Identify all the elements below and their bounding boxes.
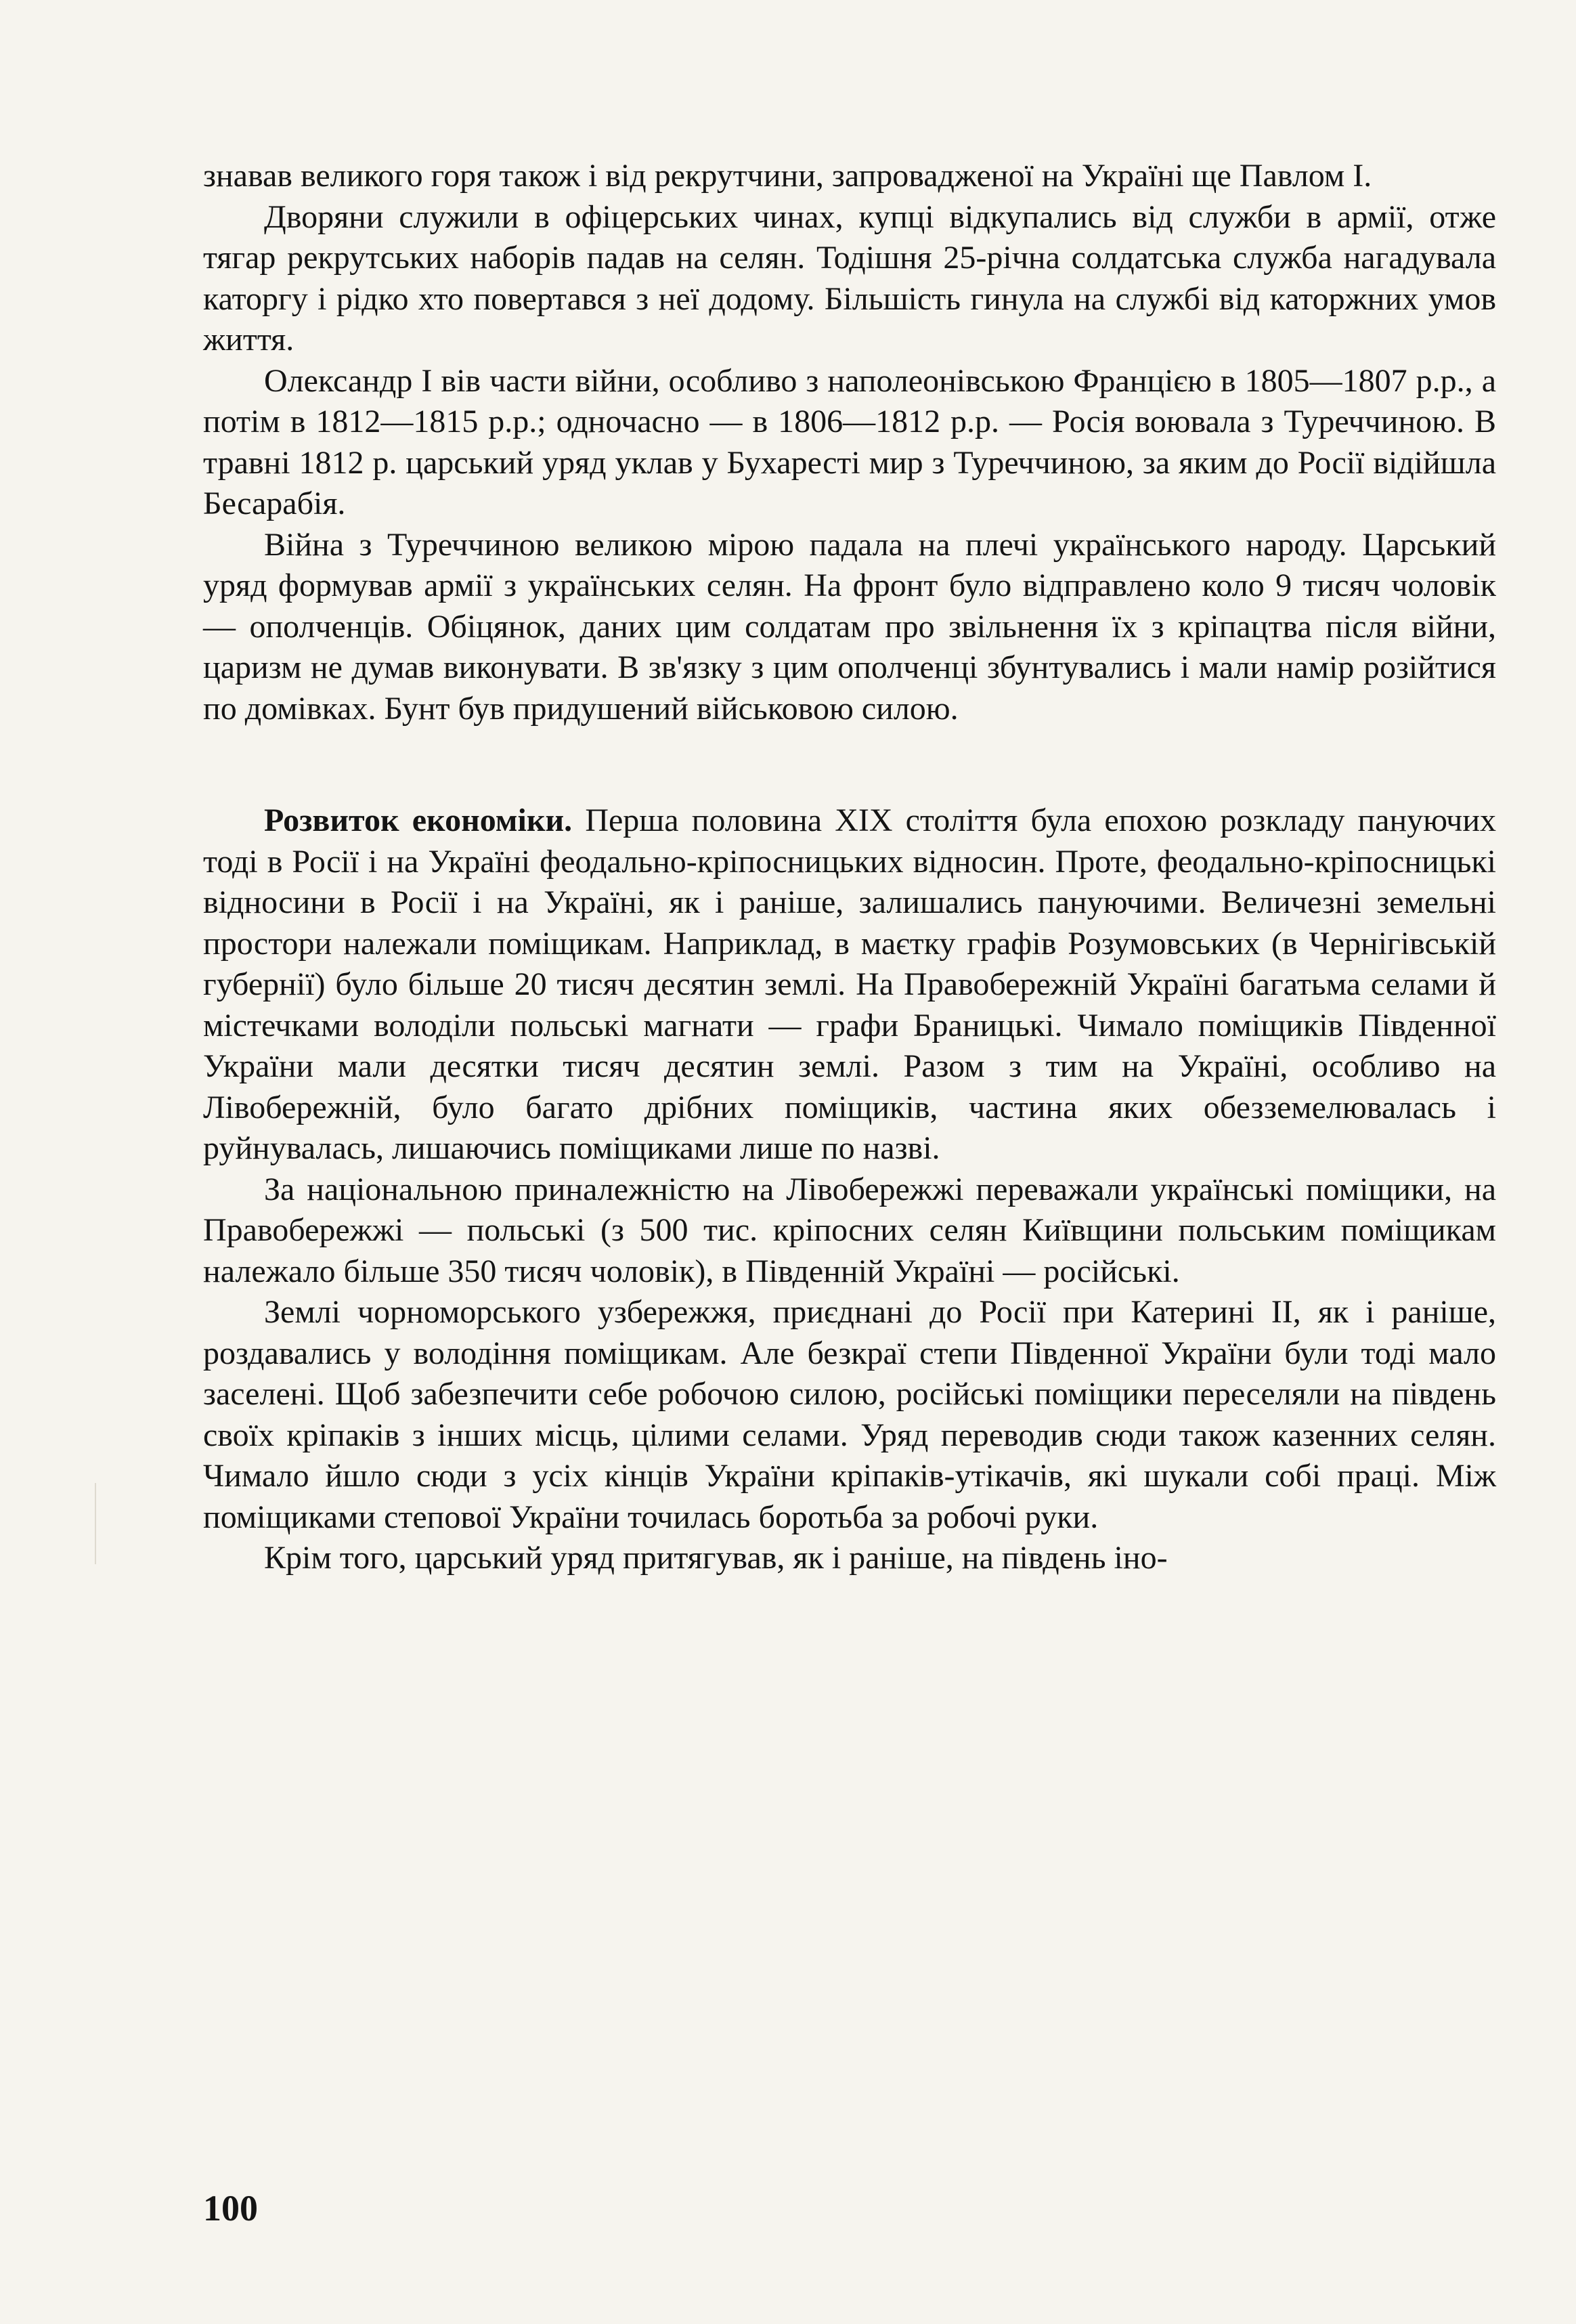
paragraph-nationality: За національною приналежністю на Лівобережжі переважали українські поміщики, на Правобережжі — польські (з 500 тис. кріпосних селян Київщини польським поміщикам належало більше 350 тисяч чоловік), в Південній Україні — російські. — [203, 1171, 1496, 1289]
paragraph-black-sea: Землі чорноморського узбережжя, приєднані до Росії при Катерині II, як і раніше, роздавались у володіння поміщикам. Але безкраї степи Південної України були тоді мало заселені. Щоб забезпечити себе робочою силою, російські поміщики переселяли на південь своїх кріпаків з інших місць, цілими селами. Уряд переводив сюди також казенних селян. Чимало йшло сюди з усіх кінців України кріпаків-утікачів, які шукали собі праці. Між поміщиками степової України точилась боротьба за робочі руки. — [203, 1294, 1496, 1535]
scan-mark — [95, 1483, 96, 1564]
page-number: 100 — [203, 2188, 258, 2229]
section-economy-lead — [203, 800, 1496, 1169]
paragraph-turkish-war: Війна з Туреччиною великою мірою падала на плечі українського народу. Царський уряд формував армії з українських селян. На фронт було відправлено коло 9 тисяч чоловік — ополченців. Обіцянок, даних цим солдатам про звільнення їх з кріпацтва після війни, царизм не думав виконувати. В зв'язку з цим ополченці збунтувались і мали намір розійтися по домівках. Бунт був придушений військовою силою. — [203, 526, 1496, 727]
paragraph-continuation: знавав великого горя також і від рекрутчини, запровадженої на Україні ще Павлом І. — [203, 158, 1372, 194]
section-lead-text: Перша половина XIX століття була епохою розкладу пануючих тоді в Росії і на Україні феодально-кріпосницьких відносин. Проте, феодально-кріпосницькі відносини в Росії і на Україні, як і раніше, залишались пануючими. Величезні земельні простори належали поміщикам. Наприклад, в маєтку графів Розумовських (в Чернігівській губернії) було більше 20 тисяч десятин землі. На Правобережній Україні багатьма селами й містечками володіли польські магнати — графи Браницькі. Чимало поміщиків Південної України мали десятки тисяч десятин землі. Разом з тим на Україні, особливо на Лівобережній, було багато дрібних поміщиків, частина яких обезземелювалась і руйнувалась, лишаючись поміщиками лише по назві. — [203, 802, 1497, 1166]
page-body — [203, 156, 1496, 1579]
section-heading: Розвиток економіки. — [264, 802, 573, 838]
paragraph-recruitment: Дворяни служили в офіцерських чинах, купці відкупались від служби в армії, отже тягар рекрутських наборів падав на селян. Тодішня 25-річна солдатська служба нагадувала каторгу і рідко хто повертався з неї додому. Більшість гинула на службі від каторжних умов життя. — [203, 198, 1496, 358]
paragraph-wars: Олександр І вів части війни, особливо з наполеонівською Францією в 1805—1807 р.р., а потім в 1812—1815 р.р.; одночасно — в 1806—1812 р.р. — Росія воювала з Туреччиною. В травні 1812 р. царський уряд уклав у Бухаресті мир з Туреччиною, за яким до Росії відійшла Бесарабія. — [203, 362, 1496, 521]
paragraph-continues: Крім того, царський уряд притягував, як і раніше, на південь іно- — [264, 1540, 1168, 1576]
